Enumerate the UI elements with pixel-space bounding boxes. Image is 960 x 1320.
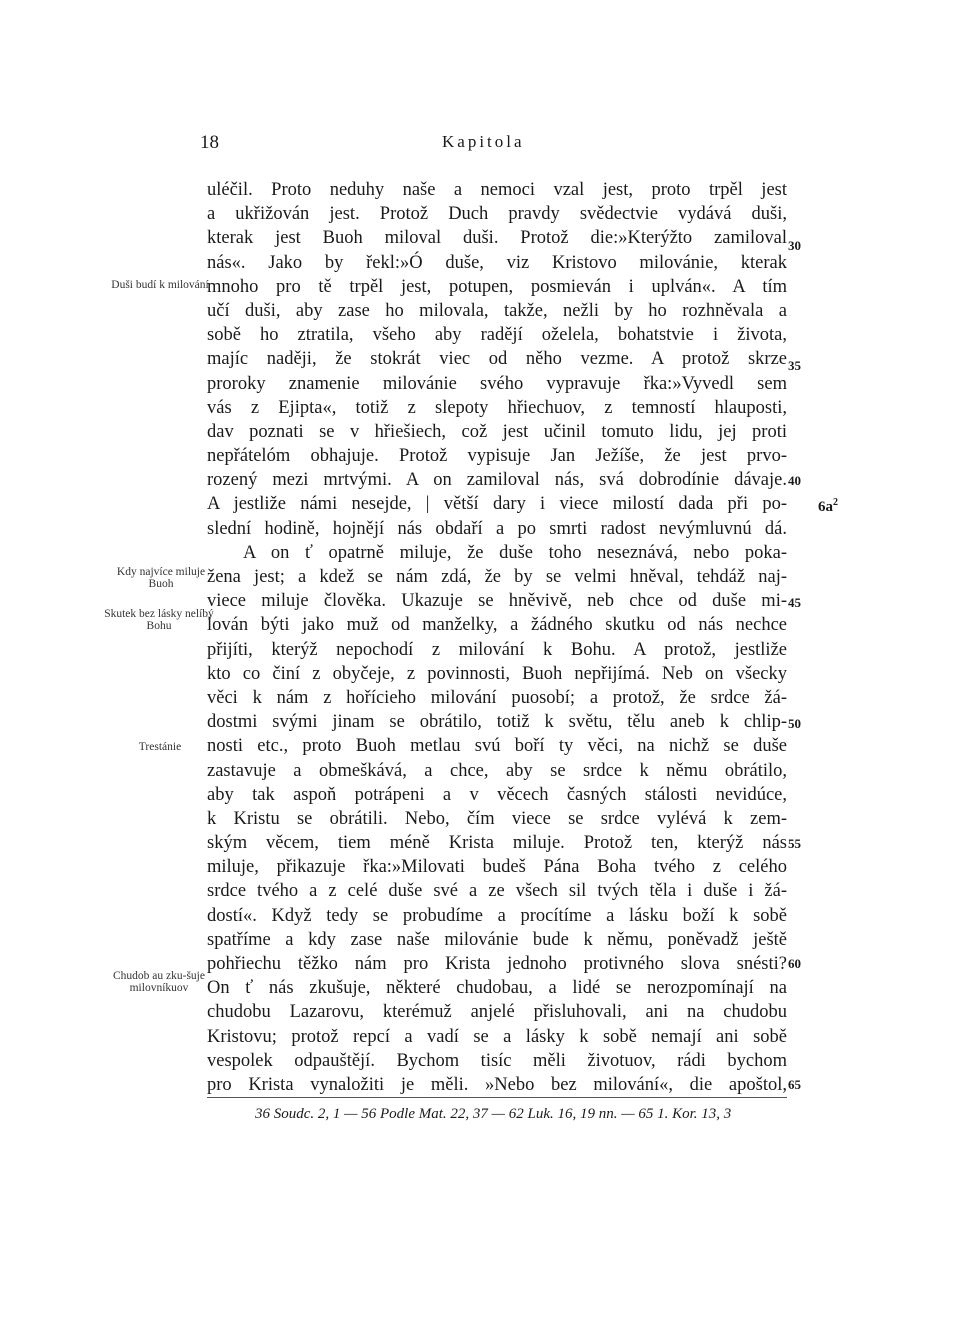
text-line: k Kristu se obrátili. Nebo, čím viece se srdce vylévá k zem-	[207, 808, 787, 829]
margin-note: Kdy najvíce miluje Buoh	[116, 566, 206, 590]
page-number: 18	[200, 132, 219, 153]
body-text	[207, 178, 787, 1097]
line-number: 60	[788, 956, 801, 971]
text-line: přijíti, kterýž nepochodí z milování k Bohu. A protož, jestliže	[207, 639, 787, 660]
text-line: slední hodině, hojnějí nás obdaří a po smrti radost nevýmluvnú dá.	[207, 518, 787, 539]
text-line: On ť nás zkušuje, některé chudobau, a lidé se nerozpomínají na	[207, 978, 787, 999]
text-line: nepřátelóm obhajuje. Protož vypisuje Jan Ježíše, že jest prvo-	[207, 446, 787, 467]
footnote: 36 Soudc. 2, 1 — 56 Podle Mat. 22, 37 — 62 Luk. 16, 19 nn. — 65 1. Kor. 13, 3	[255, 1106, 732, 1122]
text-line: rozený mezi mrtvými. A on zamiloval nás, svá dobrodínie dávaje.	[207, 470, 787, 491]
text-line: A jestliže námi nesejde, | větší dary i viece milostí dada při po-	[207, 494, 787, 515]
folio-marker-sup: 2	[833, 497, 838, 508]
margin-note: Trestánie	[138, 741, 182, 753]
text-line: proroky znamenie milovánie svého vypravuje řka:»Vyvedl sem	[207, 373, 787, 394]
line-number: 35	[788, 358, 801, 373]
text-line: uléčil. Proto neduhy naše a nemoci vzal jest, proto trpěl jest	[207, 180, 787, 200]
footnote-rule	[207, 1097, 787, 1098]
text-line: chudobu Lazarovu, kterémuž anjelé přisluhovali, ani na chudobu	[207, 1002, 787, 1023]
folio-marker	[818, 497, 838, 516]
margin-note: Duši budí k milování	[111, 279, 209, 291]
text-line: Kristovu; protož repcí a vadí se a lásky k sobě nemají ani sobě	[207, 1026, 787, 1047]
text-line: ským věcem, tiem méně Krista miluje. Protož ten, kterýž nás	[207, 833, 787, 854]
line-number: 65	[788, 1077, 801, 1092]
line-number: 50	[788, 716, 801, 731]
text-line: nás«. Jako by řekl:»Ó duše, viz Kristovo milovánie, kterak	[207, 252, 787, 273]
text-line: dav poznati se v hřiešiech, což jest učinil tomuto lidu, jej proti	[207, 421, 787, 442]
text-line: kterak jest Buoh miloval duši. Protož die:»Kterýžto zamiloval	[207, 228, 787, 249]
running-head: Kapitola	[442, 132, 525, 151]
text-line: A on ť opatrně miluje, že duše toho neseznává, nebo poka-	[243, 542, 787, 563]
line-number: 55	[788, 836, 801, 851]
text-line: srdce tvého a z celé duše své a ze všech sil tvých těla i duše i žá-	[207, 881, 787, 902]
text-line: spatříme a kdy zase naše milovánie bude k němu, poněvadž ještě	[207, 929, 787, 950]
text-line: pohřiechu těžko nám pro Krista jednoho protivného slova snésti?	[207, 954, 787, 974]
text-line: sobě ho ztratila, všeho aby radějí oželela, bohatstvie i života,	[207, 325, 787, 346]
line-number: 40	[788, 473, 801, 488]
text-line: majíc naději, že stokrát viec od něho vezme. A protož skrze	[207, 349, 787, 370]
text-line: a ukřižován jest. Protož Duch pravdy svědectvie vydává duši,	[207, 204, 787, 225]
text-line: dostí«. Když tedy se probudíme a procítíme a lásku boží k sobě	[207, 905, 787, 926]
margin-note: Skutek bez lásky nelíbý Bohu	[104, 608, 214, 632]
line-number: 30	[788, 238, 801, 253]
line-number: 45	[788, 595, 801, 610]
text-line: mnoho pro tě trpěl jest, potupen, posmieván i uplván«. A tím	[207, 276, 787, 297]
text-line: vás z Ejipta«, totiž z slepoty hřiechuov, z temností hlauposti,	[207, 397, 787, 418]
text-line: miluje, přikazuje řka:»Milovati budeš Pána Boha tvého z celého	[207, 857, 787, 878]
text-line: věci k nám z hořícieho milování puosobí; a protož, že srdce žá-	[207, 687, 787, 708]
folio-marker-base: 6a	[818, 499, 833, 515]
text-line: kto co činí z obyčeje, z povinnosti, Buoh nepřijímá. Neb on všecky	[207, 663, 787, 684]
text-line: lován býti jako muž od manželky, a žádného skutku od nás nechce	[207, 615, 787, 636]
text-line: pro Krista vynaložiti je měli. »Nebo bez milování«, die apoštol,	[207, 1074, 787, 1095]
text-line: žena jest; a kdež se nám zdá, že by se velmi hněval, tehdáž naj-	[207, 567, 787, 587]
text-line: dostmi svými jinam se obrátilo, totiž k světu, tělu aneb k chlip-	[207, 712, 787, 733]
text-line: učí duši, aby zase ho milovala, takže, nežli by ho rozhněvala a	[207, 300, 787, 321]
text-line: vespolek odpauštějí. Bychom tisíc měli životuov, rádi bychom	[207, 1050, 787, 1071]
margin-note: Chudob au zku-šuje milovníkuov	[113, 970, 205, 994]
text-line: nosti etc., proto Buoh metlau svú boří ty věci, na nichž se duše	[207, 736, 787, 757]
text-line: viece miluje člověka. Ukazuje se hněvivě, neb chce od duše mi-	[207, 591, 787, 612]
text-line: aby tak aspoň potrápeni a v věcech časných stálosti nevidúce,	[207, 784, 787, 805]
text-line: zastavuje a obmeškává, a chce, aby se srdce k němu obrátilo,	[207, 760, 787, 781]
